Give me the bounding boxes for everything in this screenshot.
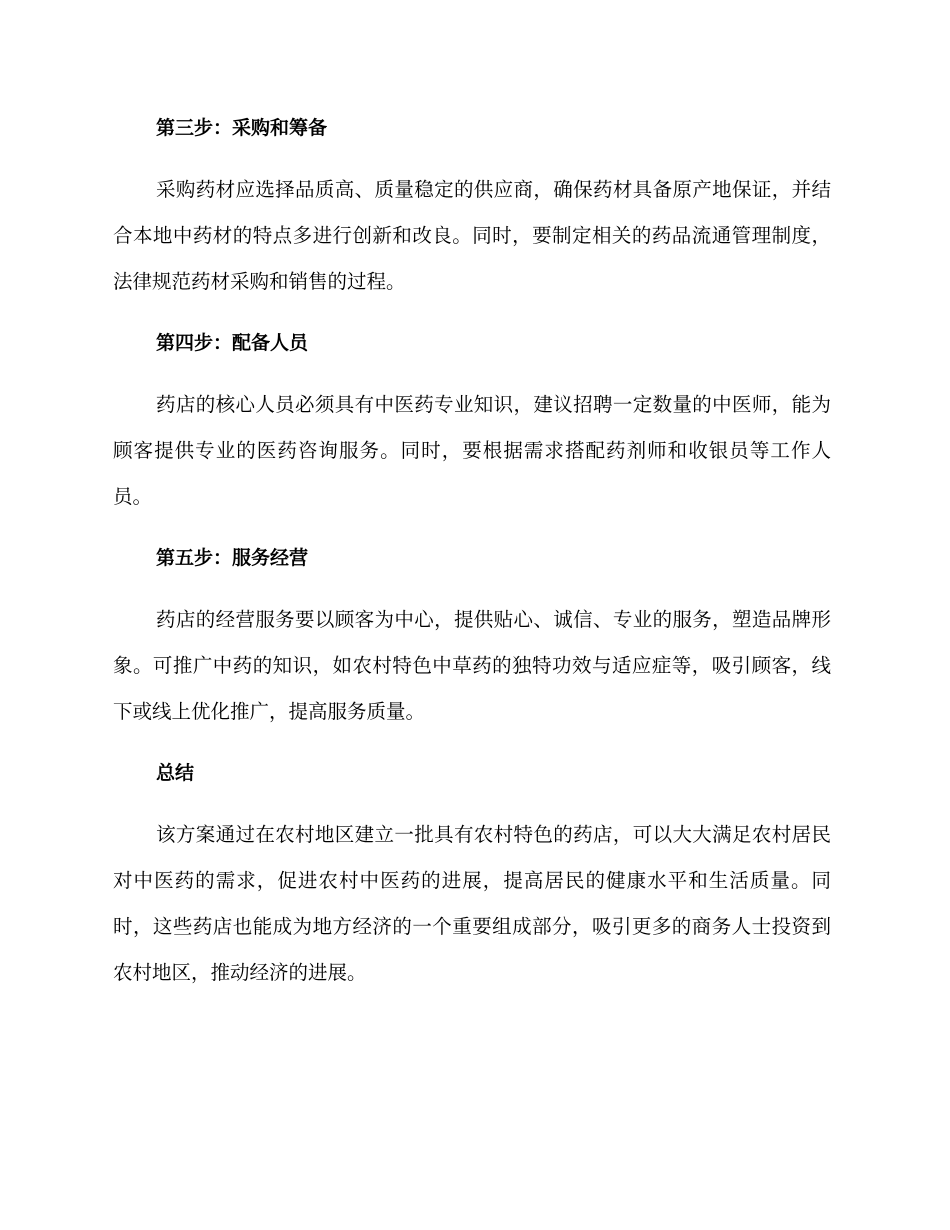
section-body-step4: 药店的核心人员必须具有中医药专业知识，建议招聘一定数量的中医师，能为顾客提供专业的医药咨询服务。同时，要根据需求搭配药剂师和收银员等工作人员。 bbox=[113, 393, 831, 508]
spacer bbox=[113, 305, 831, 327]
spacer bbox=[113, 520, 831, 542]
section-body-step5: 药店的经营服务要以顾客为中心，提供贴心、诚信、专业的服务，塑造品牌形象。可推广中药的知识，如农村特色中草药的独特功效与适应症等，吸引顾客，线下或线上优化推广，提高服务质量。 bbox=[113, 608, 831, 723]
section-body-summary: 该方案通过在农村地区建立一批具有农村特色的药店，可以大大满足农村居民对中医药的需求，促进农村中医药的进展，提高居民的健康水平和生活质量。同时，这些药店也能成为地方经济的一个重要组成部分，吸引更多的商务人士投资到农村地区，推动经济的进展。 bbox=[113, 823, 831, 984]
spacer bbox=[113, 144, 831, 167]
spacer bbox=[113, 574, 831, 597]
section-heading-step4: 第四步：配备人员 bbox=[156, 332, 309, 354]
spacer bbox=[113, 789, 831, 812]
document-content bbox=[113, 112, 831, 996]
spacer bbox=[113, 735, 831, 757]
section-heading-summary: 总结 bbox=[156, 762, 195, 784]
spacer bbox=[113, 359, 831, 382]
section-heading-step5: 第五步：服务经营 bbox=[156, 547, 309, 569]
section-heading-step3: 第三步：采购和筹备 bbox=[156, 117, 328, 139]
section-body-step3: 采购药材应选择品质高、质量稳定的供应商，确保药材具备原产地保证，并结合本地中药材的特点多进行创新和改良。同时，要制定相关的药品流通管理制度，法律规范药材采购和销售的过程。 bbox=[113, 178, 831, 293]
